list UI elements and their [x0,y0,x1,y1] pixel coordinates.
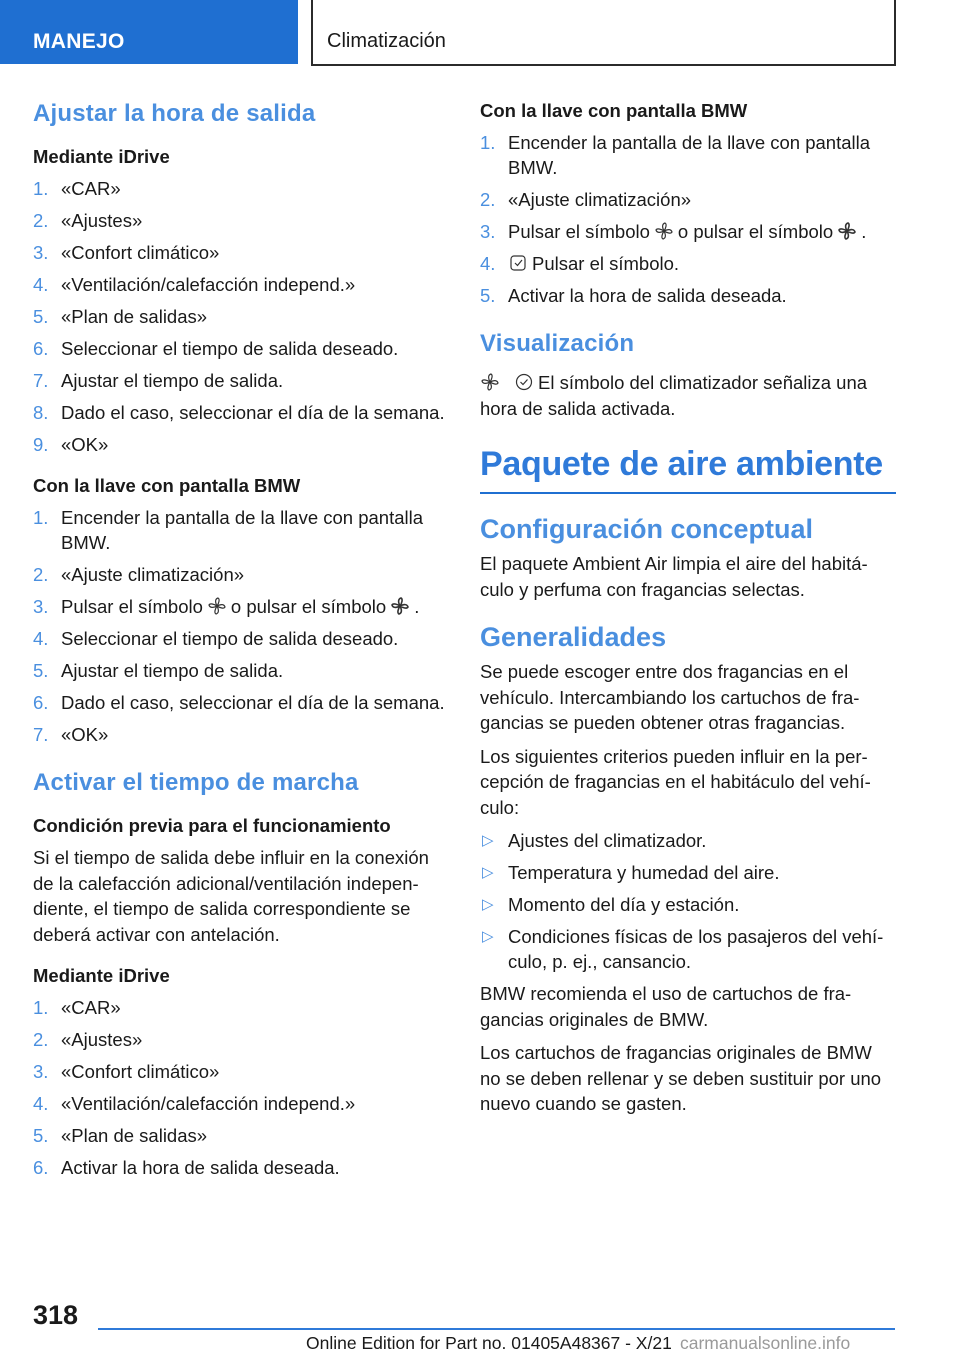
heading-departure-time: Ajustar la hora de salida [33,100,316,127]
fan-max-icon [390,596,410,616]
subheading-precondition: Condición previa para el funcionamiento [33,815,391,836]
list-item: ▷ Ajustes del climatizador. [482,830,707,851]
concept-text: El paquete Ambient Air limpia el aire del habitá‐culo y perfuma con fragancias selectas. [480,553,868,600]
list-item: 4. «Ventilación/calefacción independ.» [33,274,356,295]
list-item: 2. «Ajuste climatización» [33,564,245,585]
header-chapter-box [311,0,896,66]
display-text: El símbolo del climatizador señaliza una hora de salida activada. [480,372,868,419]
list-item: ▷ Momento del día y estación. [482,894,740,915]
subheading-key-display-2: Con la llave con pantalla BMW [480,100,748,121]
page-number: 318 [33,1300,79,1330]
list-item: 3. Pulsar el símbolo o pulsar el símbolo . [480,221,867,242]
bullet-triangle-icon: ▷ [482,864,494,881]
key-steps-1 [33,505,448,747]
list-item: ▷ Temperatura y humedad del aire. [482,862,780,883]
criteria-list [480,828,896,974]
list-item: 2. «Ajuste climatización» [480,189,692,210]
footer-divider [98,1328,895,1330]
clock-icon [514,372,534,392]
list-item: 7. «OK» [33,724,109,745]
fan-icon [207,596,227,616]
key-display-icon [508,253,528,273]
general-paragraph-3: BMW recomienda el uso de cartuchos de fra‐gancias originales de BMW. [480,983,852,1030]
list-item: 1. «CAR» [33,178,121,199]
list-item: 2. «Ajustes» [33,210,143,231]
bullet-triangle-icon: ▷ [482,832,494,849]
general-paragraph-4: Los cartuchos de fragancias originales de BMW no se deben rellenar y se deben sustituir por uno nuevo cuando se gasten. [480,1042,882,1114]
right-column [480,100,896,1125]
footer-watermark: carmanualsonline.info [680,1333,851,1353]
bullet-triangle-icon: ▷ [482,928,494,945]
heading-ambient-package: Paquete de aire ambiente [480,445,896,494]
key-steps-2 [480,130,896,308]
list-item: 5. «Plan de salidas» [33,1125,208,1146]
list-item: 3. Pulsar el símbolo o pulsar el símbolo . [33,596,420,617]
bullet-triangle-icon: ▷ [482,896,494,913]
list-item: 6. Dado el caso, seleccionar el día de la semana. [33,692,445,713]
fan-icon [654,221,674,241]
list-item: 3. «Confort climático» [33,1061,220,1082]
display-text-paragraph [480,370,896,421]
fan-icon [480,372,500,392]
list-item: ▷ Condiciones físicas de los pasajeros del vehí‐culo, p. ej., cansancio. [482,926,884,972]
heading-concept: Configuración conceptual [480,514,814,544]
footer-edition: Online Edition for Part no. 01405A48367 - X/21 [306,1333,672,1353]
list-item: 4. «Ventilación/calefacción independ.» [33,1093,356,1114]
header-section-tab [0,0,298,64]
heading-general: Generalidades [480,622,667,652]
list-item: 1. «CAR» [33,997,121,1018]
list-item: 8. Dado el caso, seleccionar el día de la semana. [33,402,445,423]
list-item: 7. Ajustar el tiempo de salida. [33,370,284,391]
general-paragraph-1: Se puede escoger entre dos fragancias en el vehículo. Intercambiando los cartuchos de fra‐gancias se pueden obtener otras fragancias. [480,661,860,733]
list-item: 9. «OK» [33,434,109,455]
list-item: 5. Ajustar el tiempo de salida. [33,660,284,681]
list-item: 6. Seleccionar el tiempo de salida deseado. [33,338,399,359]
precondition-text: Si el tiempo de salida debe influir en la conexión de la calefacción adicional/ventilación indepen‐diente, el tiempo de salida correspondiente se deberá activar con antelación. [33,847,429,945]
idrive-steps-2 [33,995,448,1180]
subheading-idrive: Mediante iDrive [33,146,170,167]
header-section-label: MANEJO [33,30,125,53]
subheading-key-display: Con la llave con pantalla BMW [33,475,301,496]
list-item: 3. «Confort climático» [33,242,220,263]
fan-max-icon [837,221,857,241]
list-item: 4. Seleccionar el tiempo de salida deseado. [33,628,399,649]
idrive-steps-1 [33,176,448,457]
list-item: 5. «Plan de salidas» [33,306,208,327]
list-item: 4. Pulsar el símbolo. [480,253,680,274]
list-item: 2. «Ajustes» [33,1029,143,1050]
list-item: 6. Activar la hora de salida deseada. [33,1157,340,1178]
subheading-idrive-2: Mediante iDrive [33,965,170,986]
list-item: 1. Encender la pantalla de la llave con pantalla BMW. [33,507,424,553]
heading-display: Visualización [480,330,635,357]
list-item: 1. Encender la pantalla de la llave con pantalla BMW. [480,132,871,178]
heading-activate-runtime: Activar el tiempo de marcha [33,769,359,796]
left-column [33,100,448,1187]
header-chapter-label: Climatización [327,30,446,52]
general-paragraph-2: Los siguientes criterios pueden influir en la per‐cepción de fragancias en el habitáculo del vehí‐culo: [480,745,871,818]
list-item: 5. Activar la hora de salida deseada. [480,285,787,306]
